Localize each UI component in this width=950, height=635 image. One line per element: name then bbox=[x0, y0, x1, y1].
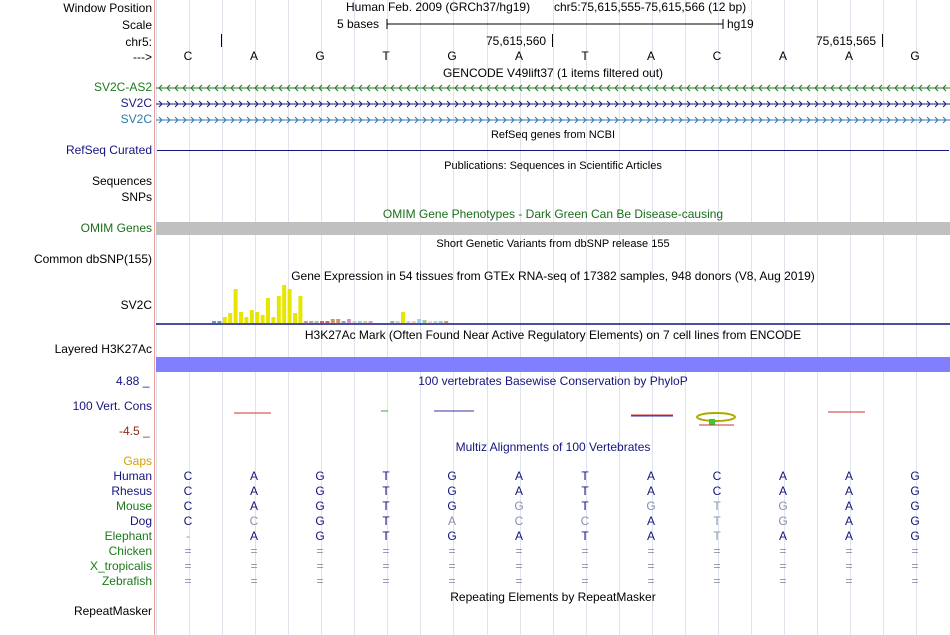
multiz-title[interactable]: Multiz Alignments of 100 Vertebrates bbox=[455, 440, 651, 454]
alignment-base: = bbox=[581, 574, 589, 588]
alignment-base: = bbox=[316, 574, 324, 588]
gtex-bar[interactable] bbox=[271, 317, 275, 323]
gaps-label[interactable]: Gaps bbox=[123, 454, 152, 468]
dbsnp-label[interactable]: Common dbSNP(155) bbox=[33, 252, 152, 266]
alignment-base: G bbox=[447, 529, 457, 543]
gtex-bar[interactable] bbox=[309, 321, 313, 323]
scale-text: 5 bases bbox=[337, 17, 380, 31]
alignment-base: T bbox=[713, 529, 721, 543]
alignment-base: A bbox=[844, 499, 853, 513]
alignment-base: G bbox=[447, 469, 457, 483]
gtex-bar[interactable] bbox=[261, 315, 265, 323]
ruler-coord-2: 75,615,565 bbox=[816, 34, 877, 48]
omim-bar[interactable] bbox=[156, 222, 950, 235]
alignment-base: A bbox=[514, 469, 523, 483]
dbsnp-title[interactable]: Short Genetic Variants from dbSNP release 155 bbox=[436, 238, 670, 250]
omim-title[interactable]: OMIM Gene Phenotypes - Dark Green Can Be Disease-causing bbox=[382, 207, 724, 221]
strand-label: ---> bbox=[133, 50, 152, 64]
alignment-base: = bbox=[316, 544, 324, 558]
gtex-bar[interactable] bbox=[336, 319, 340, 323]
alignment-base: = bbox=[448, 544, 456, 558]
gtex-bar[interactable] bbox=[315, 321, 319, 323]
alignment-base: C bbox=[183, 514, 193, 528]
gtex-bar[interactable] bbox=[363, 321, 367, 323]
alignment-base: T bbox=[382, 484, 390, 498]
reference-base: G bbox=[910, 49, 920, 63]
gtex-bar[interactable] bbox=[293, 313, 297, 323]
alignment-base: = bbox=[845, 574, 853, 588]
alignment-base: C bbox=[712, 484, 722, 498]
alignment-base: = bbox=[515, 559, 523, 573]
reference-base: C bbox=[712, 49, 722, 63]
assembly-title: Human Feb. 2009 (GRCh37/hg19) bbox=[346, 0, 531, 14]
chrom-label: chr5: bbox=[125, 35, 152, 49]
alignment-base: G bbox=[910, 514, 920, 528]
alignment-base: = bbox=[448, 574, 456, 588]
alignment-base: G bbox=[910, 499, 920, 513]
gtex-title[interactable]: Gene Expression in 54 tissues from GTEx RNA-seq of 17382 samples, 948 donors (V8, Aug 2019) bbox=[291, 269, 815, 283]
alignment-base: = bbox=[911, 574, 919, 588]
alignment-base: T bbox=[382, 514, 390, 528]
alignment-base: = bbox=[250, 544, 258, 558]
reference-base: G bbox=[447, 49, 457, 63]
alignment-base: = bbox=[647, 559, 655, 573]
alignment-base: C bbox=[183, 484, 193, 498]
gtex-bar[interactable] bbox=[444, 321, 448, 323]
gtex-bar[interactable] bbox=[250, 310, 254, 323]
gtex-bar[interactable] bbox=[396, 321, 400, 323]
scale-label: Scale bbox=[121, 18, 152, 32]
gtex-label[interactable]: SV2C bbox=[120, 298, 152, 312]
ruler-tick bbox=[552, 34, 553, 47]
species-label[interactable]: Mouse bbox=[115, 499, 152, 513]
gtex-bar[interactable] bbox=[390, 321, 394, 323]
reference-base: T bbox=[382, 49, 390, 63]
reference-base: A bbox=[249, 49, 258, 63]
alignment-base: T bbox=[382, 499, 390, 513]
alignment-base: T bbox=[581, 484, 589, 498]
alignment-base: = bbox=[250, 559, 258, 573]
gtex-bar[interactable] bbox=[352, 321, 356, 323]
gtex-bar[interactable] bbox=[304, 321, 308, 323]
gtex-bar[interactable] bbox=[401, 312, 405, 323]
reference-base: A bbox=[844, 49, 853, 63]
alignment-base: = bbox=[779, 559, 787, 573]
alignment-base: = bbox=[911, 559, 919, 573]
alignment-base: = bbox=[581, 544, 589, 558]
gencode-title[interactable]: GENCODE V49lift37 (1 items filtered out) bbox=[442, 66, 664, 80]
alignment-base: G bbox=[315, 484, 325, 498]
alignment-base: C bbox=[249, 514, 259, 528]
alignment-base: = bbox=[911, 544, 919, 558]
gencode-track-label[interactable]: SV2C-AS2 bbox=[93, 80, 152, 94]
pubs-title[interactable]: Publications: Sequences in Scientific Articles bbox=[444, 160, 662, 172]
h3k27-label[interactable]: Layered H3K27Ac bbox=[54, 342, 152, 356]
gtex-bar[interactable] bbox=[325, 321, 329, 323]
gencode-track-line[interactable] bbox=[156, 115, 950, 125]
species-label[interactable]: X_tropicalis bbox=[89, 559, 152, 573]
alignment-base: = bbox=[713, 544, 721, 558]
gtex-bar[interactable] bbox=[358, 321, 362, 323]
gtex-bar[interactable] bbox=[277, 296, 281, 323]
track-divider-line bbox=[154, 0, 155, 635]
cons-min: -4.5 _ bbox=[119, 424, 150, 438]
h3k27-title[interactable]: H3K27Ac Mark (Often Found Near Active Regulatory Elements) on 7 cell lines from ENCODE bbox=[304, 328, 802, 342]
alignment-base: = bbox=[382, 544, 390, 558]
alignment-base: T bbox=[581, 529, 589, 543]
alignment-base: A bbox=[249, 484, 258, 498]
reference-base: A bbox=[778, 49, 787, 63]
alignment-base: A bbox=[249, 529, 258, 543]
alignment-base: = bbox=[184, 544, 192, 558]
gtex-bar[interactable] bbox=[347, 319, 351, 323]
reference-base: G bbox=[315, 49, 325, 63]
alignment-base: = bbox=[515, 544, 523, 558]
species-label[interactable]: Dog bbox=[129, 514, 152, 528]
species-label[interactable]: Chicken bbox=[108, 544, 152, 558]
alignment-base: G bbox=[778, 499, 788, 513]
gencode-track-line[interactable] bbox=[156, 99, 950, 109]
alignment-base: = bbox=[779, 574, 787, 588]
alignment-base: = bbox=[779, 544, 787, 558]
alignment-base: G bbox=[315, 469, 325, 483]
alignment-base: = bbox=[316, 559, 324, 573]
alignment-base: = bbox=[448, 559, 456, 573]
gtex-bar[interactable] bbox=[406, 321, 410, 323]
alignment-base: G bbox=[315, 514, 325, 528]
alignment-base: G bbox=[646, 499, 656, 513]
species-label[interactable]: Zebrafish bbox=[101, 574, 152, 588]
alignment-base: T bbox=[713, 514, 721, 528]
gtex-bar[interactable] bbox=[423, 320, 427, 323]
alignment-base: = bbox=[845, 559, 853, 573]
gencode-track-label[interactable]: SV2C bbox=[120, 112, 152, 126]
alignment-base: A bbox=[514, 484, 523, 498]
window-position-label: Window Position bbox=[63, 1, 152, 15]
ruler-coord-1: 75,615,560 bbox=[486, 34, 547, 48]
alignment-base: A bbox=[778, 469, 787, 483]
alignment-base: = bbox=[713, 559, 721, 573]
reference-base: C bbox=[183, 49, 193, 63]
alignment-base: A bbox=[778, 484, 787, 498]
gtex-bar[interactable] bbox=[266, 298, 270, 323]
gtex-bar[interactable] bbox=[223, 317, 227, 323]
alignment-base: A bbox=[844, 469, 853, 483]
alignment-base: C bbox=[712, 469, 722, 483]
gtex-bar[interactable] bbox=[342, 321, 346, 323]
alignment-base: A bbox=[844, 484, 853, 498]
gtex-bar[interactable] bbox=[255, 312, 259, 323]
alignment-base: = bbox=[515, 574, 523, 588]
alignment-base: T bbox=[382, 469, 390, 483]
alignment-base: A bbox=[249, 469, 258, 483]
cons-title[interactable]: 100 vertebrates Basewise Conservation by PhyloP bbox=[418, 374, 688, 388]
alignment-base: A bbox=[646, 469, 655, 483]
alignment-base: = bbox=[250, 574, 258, 588]
reference-base: A bbox=[646, 49, 655, 63]
alignment-base: = bbox=[382, 559, 390, 573]
scale-db: hg19 bbox=[727, 17, 754, 31]
refseq-line[interactable] bbox=[157, 150, 949, 151]
gtex-bar[interactable] bbox=[320, 321, 324, 323]
reference-base: T bbox=[581, 49, 589, 63]
alignment-base: T bbox=[581, 499, 589, 513]
species-label[interactable]: Human bbox=[113, 469, 152, 483]
alignment-base: G bbox=[447, 499, 457, 513]
alignment-base: - bbox=[186, 529, 190, 543]
alignment-base: C bbox=[514, 514, 524, 528]
alignment-base: G bbox=[910, 484, 920, 498]
alignment-base: G bbox=[514, 499, 524, 513]
repeatmasker-title[interactable]: Repeating Elements by RepeatMasker bbox=[450, 590, 656, 604]
cons-max: 4.88 _ bbox=[116, 374, 150, 388]
alignment-base: G bbox=[910, 469, 920, 483]
alignment-base: = bbox=[713, 574, 721, 588]
alignment-base: A bbox=[844, 529, 853, 543]
gencode-track-line[interactable] bbox=[156, 83, 950, 93]
alignment-base: A bbox=[447, 514, 456, 528]
gtex-bar[interactable] bbox=[244, 317, 248, 323]
alignment-base: A bbox=[778, 529, 787, 543]
pubs-sequences-label[interactable]: Sequences bbox=[91, 174, 152, 188]
gtex-bar[interactable] bbox=[239, 312, 243, 323]
cons-graph[interactable] bbox=[156, 405, 950, 430]
species-label[interactable]: Rhesus bbox=[111, 484, 152, 498]
gtex-bar[interactable] bbox=[369, 321, 373, 323]
alignment-base: C bbox=[580, 514, 590, 528]
alignment-base: T bbox=[581, 469, 589, 483]
gtex-bar[interactable] bbox=[228, 313, 232, 323]
alignment-base: = bbox=[581, 559, 589, 573]
alignment-base: A bbox=[646, 529, 655, 543]
gtex-bar[interactable] bbox=[417, 319, 421, 323]
pubs-snps-label[interactable]: SNPs bbox=[121, 190, 152, 204]
alignment-base: T bbox=[382, 529, 390, 543]
alignment-base: T bbox=[713, 499, 721, 513]
gtex-bar[interactable] bbox=[234, 289, 238, 323]
alignment-base: C bbox=[183, 469, 193, 483]
gtex-bar[interactable] bbox=[288, 289, 292, 323]
gtex-bar[interactable] bbox=[439, 321, 443, 323]
gtex-bar-graph[interactable] bbox=[156, 283, 950, 325]
alignment-base: G bbox=[910, 529, 920, 543]
repeatmasker-label[interactable]: RepeatMasker bbox=[73, 604, 152, 618]
h3k27-bar[interactable] bbox=[156, 357, 950, 372]
alignment-base: = bbox=[382, 574, 390, 588]
reference-base: A bbox=[514, 49, 523, 63]
alignment-base: G bbox=[447, 484, 457, 498]
alignment-base: = bbox=[184, 559, 192, 573]
species-label[interactable]: Elephant bbox=[104, 529, 152, 543]
alignment-base: A bbox=[844, 514, 853, 528]
cons-label[interactable]: 100 Vert. Cons bbox=[72, 399, 152, 413]
alignment-base: A bbox=[646, 484, 655, 498]
gtex-bar[interactable] bbox=[282, 285, 286, 323]
alignment-base: C bbox=[183, 499, 193, 513]
gtex-bar[interactable] bbox=[428, 321, 432, 323]
alignment-base: A bbox=[249, 499, 258, 513]
gtex-bar[interactable] bbox=[412, 321, 416, 323]
ruler-tick bbox=[221, 34, 222, 47]
gtex-bar[interactable] bbox=[433, 321, 437, 323]
alignment-base: = bbox=[184, 574, 192, 588]
alignment-base: = bbox=[845, 544, 853, 558]
scale-bar bbox=[385, 17, 725, 31]
alignment-base: A bbox=[514, 529, 523, 543]
alignment-base: A bbox=[646, 514, 655, 528]
alignment-base: G bbox=[315, 529, 325, 543]
alignment-base: = bbox=[647, 544, 655, 558]
position-range: chr5:75,615,555-75,615,566 (12 bp) bbox=[554, 0, 747, 14]
omim-label[interactable]: OMIM Genes bbox=[80, 221, 152, 235]
refseq-label[interactable]: RefSeq Curated bbox=[65, 143, 152, 157]
alignment-base: G bbox=[315, 499, 325, 513]
ruler-tick bbox=[882, 34, 883, 47]
gtex-bar[interactable] bbox=[331, 319, 335, 323]
refseq-title[interactable]: RefSeq genes from NCBI bbox=[490, 129, 616, 141]
gencode-track-label[interactable]: SV2C bbox=[120, 96, 152, 110]
alignment-base: = bbox=[647, 574, 655, 588]
alignment-base: G bbox=[778, 514, 788, 528]
gtex-bar[interactable] bbox=[217, 321, 221, 323]
gtex-bar[interactable] bbox=[298, 296, 302, 323]
gtex-bar[interactable] bbox=[212, 321, 216, 323]
